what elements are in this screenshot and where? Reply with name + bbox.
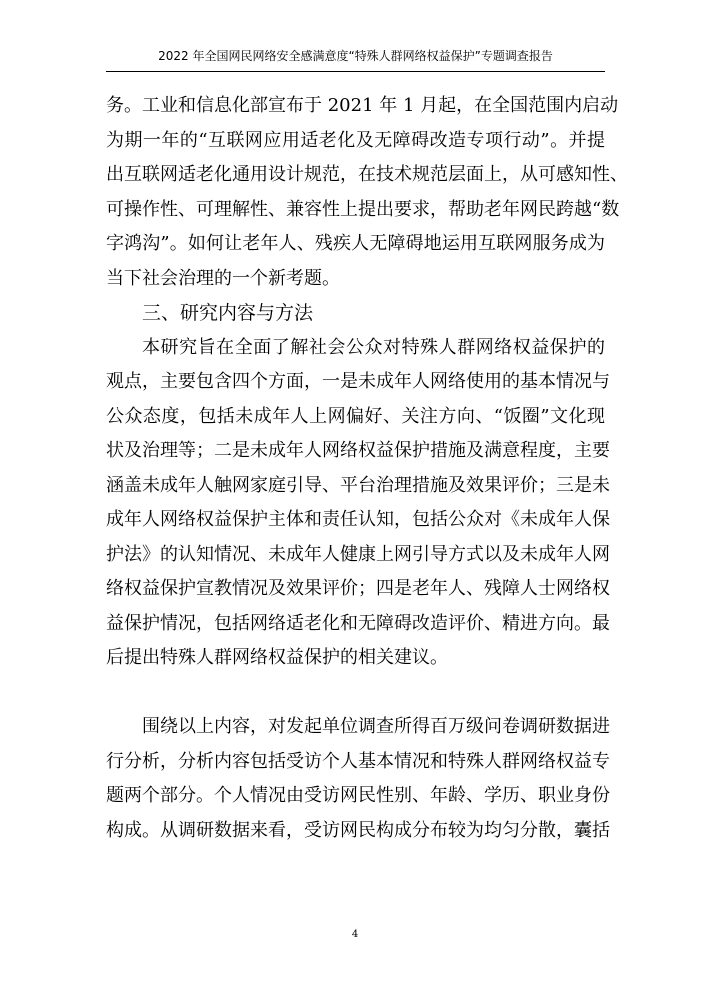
paragraph-line: 观点，主要包含四个方面，一是未成年人网络使用的基本情况与 [106,371,610,392]
paragraph-spacer [106,676,605,711]
paragraph-line: 当下社会治理的一个新考题。 [106,267,340,289]
paragraph-line: 护法》的认知情况、未成年人健康上网引导方式以及未成年人网 [106,543,610,565]
paragraph-line: 状及治理等；二是未成年人网络权益保护措施及满意程度，主要 [106,440,610,461]
paragraph-line: 成年人网络权益保护主体和责任认知，包括公众对《未成年人保 [106,509,610,530]
paragraph-line: 出互联网适老化通用设计规范，在技术规范层面上，从可感知性、 [106,164,628,185]
paragraph-line: 益保护情况，包括网络适老化和无障碍改造评价、精进方向。最 [106,612,610,634]
paragraph-line: 围绕以上内容，对发起单位调查所得百万级问卷调研数据进 [142,716,610,737]
running-header: 2022 年全国网民网络安全感满意度“特殊人群网络权益保护”专题调查报告 [158,49,553,63]
paragraph-line: 为期一年的“互联网应用适老化及无障碍改造专项行动”。并提 [106,129,605,151]
document-body [106,89,628,848]
header-divider [106,71,605,72]
paragraph-line: 行分析，分析内容包括受访个人基本情况和特殊人群网络权益专 [106,750,610,772]
paragraph-line: 后提出特殊人群网络权益保护的相关建议。 [106,647,448,668]
paragraph-line: 构成。从调研数据来看，受访网民构成分布较为均匀分散，囊括 [106,819,610,841]
paragraph-line: 本研究旨在全面了解社会公众对特殊人群网络权益保护的 [142,336,605,358]
paragraph-line: 可操作性、可理解性、兼容性上提出要求，帮助老年网民跨越“数 [106,198,620,220]
paragraph-line: 务。工业和信息化部宣布于 2021 年 1 月起，在全国范围内启动 [106,95,619,116]
paragraph-line: 字鸿沟”。如何让老年人、残疾人无障碍地运用互联网服务成为 [106,233,605,254]
section-heading: 三、研究内容与方法 [142,302,314,324]
paragraph-line: 涵盖未成年人触网家庭引导、平台治理措施及效果评价；三是未 [106,474,610,496]
paragraph-line: 题两个部分。个人情况由受访网民性别、年龄、学历、职业身份 [106,785,610,806]
page-number: 4 [351,929,359,940]
paragraph-line: 公众态度，包括未成年人上网偏好、关注方向、“饭圈”文化现 [106,405,605,427]
paragraph-line: 络权益保护宣教情况及效果评价；四是老年人、残障人士网络权 [106,578,610,599]
